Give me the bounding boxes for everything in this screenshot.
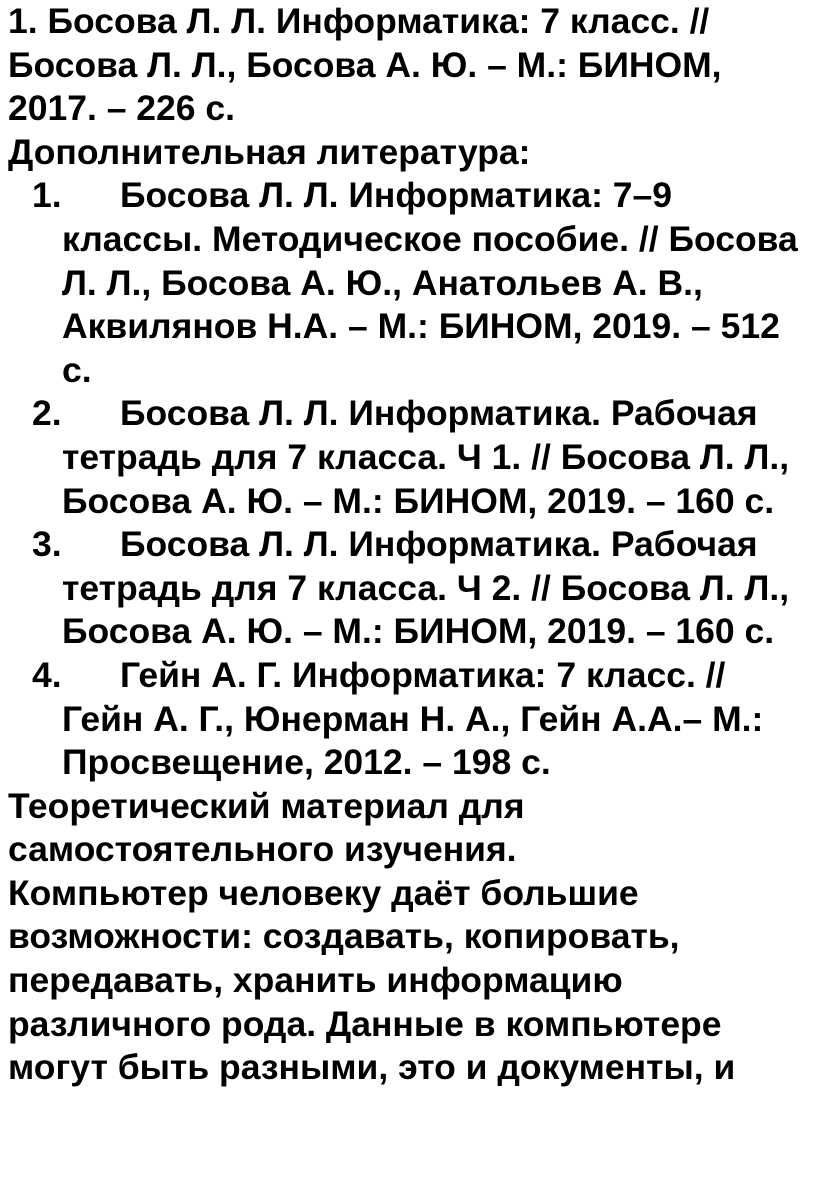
list-item-number: 1. — [32, 175, 62, 216]
list-item-number: 2. — [32, 393, 62, 434]
list-item-text: Босова Л. Л. Информатика. Рабочая тетрадь для 7 класса. Ч 1. // Босова Л. Л., Босова А. Ю. – М.: БИНОМ, 2019. – 160 с. — [62, 393, 790, 521]
list-item — [8, 174, 808, 392]
theory-heading: Теоретический материал для самостоятельного изучения. — [8, 785, 525, 870]
document-page — [8, 0, 808, 1090]
list-item-number: 3. — [32, 524, 62, 565]
list-item — [8, 392, 808, 523]
list-item-number: 4. — [32, 654, 62, 695]
main-reference: 1. Босова Л. Л. Информатика: 7 класс. // Босова Л. Л., Босова А. Ю. – М.: БИНОМ, 2017. – 226 с. — [8, 1, 722, 129]
list-item — [8, 654, 808, 785]
body-paragraph: Компьютер человеку даёт большие возможности: создавать, копировать, передавать, хранить информацию различного рода. Данные в компьютере могут быть разными, это и документы, и — [8, 872, 736, 1088]
list-item-text: Босова Л. Л. Информатика: 7–9 классы. Методическое пособие. // Босова Л. Л., Босова А. Ю., Анатольев А. В., Аквилянов Н.А. – М.: БИНОМ, 2019. – 512 с. — [62, 175, 798, 390]
list-item-text: Гейн А. Г. Информатика: 7 класс. // Гейн А. Г., Юнерман Н. А., Гейн А.А.– М.: Просвещение, 2012. – 198 с. — [62, 654, 764, 783]
additional-literature-list — [8, 174, 808, 784]
additional-literature-heading: Дополнительная литература: — [8, 131, 531, 172]
list-item — [8, 523, 808, 654]
list-item-text: Босова Л. Л. Информатика. Рабочая тетрадь для 7 класса. Ч 2. // Босова Л. Л., Босова А. Ю. – М.: БИНОМ, 2019. – 160 с. — [62, 524, 790, 652]
